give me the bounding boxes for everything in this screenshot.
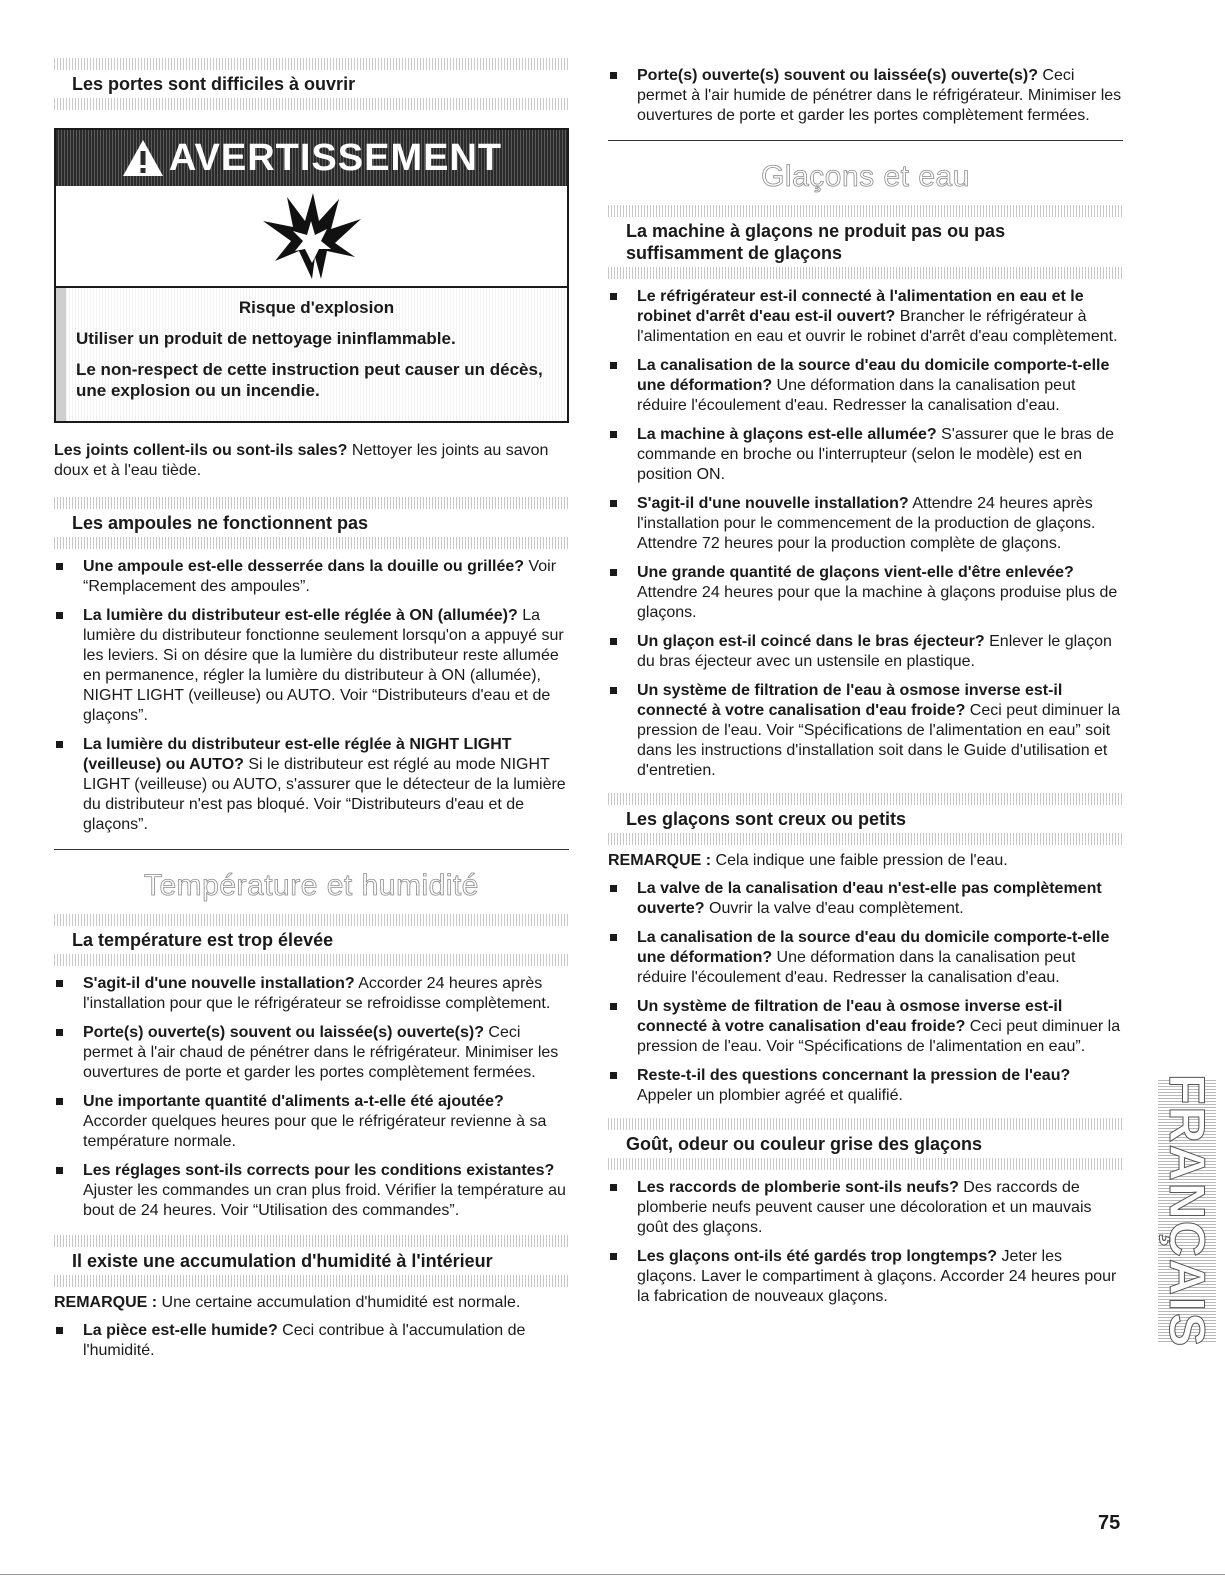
warning-line-1: Utiliser un produit de nettoyage ininflammable. <box>76 329 456 348</box>
divider <box>54 98 569 110</box>
item-question: Une importante quantité d'aliments a-t-elle été ajoutée? <box>83 1093 504 1110</box>
list-item <box>54 974 569 1014</box>
divider <box>608 205 1123 217</box>
warning-box <box>54 128 569 423</box>
section-rule <box>54 849 569 850</box>
hollow-section <box>608 793 1123 845</box>
list-item <box>608 563 1123 623</box>
item-question: Les glaçons ont-ils été gardés trop longtemps? <box>637 1248 998 1265</box>
item-answer: Ceci permet à l'air humide de pénétrer dans le réfrigérateur. Minimiser les ouvertures de porte et garder les portes complètement fermées. <box>637 67 1122 124</box>
item-answer: Ouvrir la valve d'eau complètement. <box>704 900 964 917</box>
list-item <box>608 287 1123 347</box>
item-answer: Une déformation dans la canalisation peut réduire l'écoulement d'eau. Redresser la canalisation d'eau. <box>637 949 1076 986</box>
item-question: Le réfrigérateur est-il connecté à l'alimentation en eau et le robinet d'arrêt d'eau est-il ouvert? <box>637 288 1084 325</box>
divider <box>608 1118 1123 1130</box>
item-question: La lumière du distributeur est-elle réglée à ON (allumée)? <box>83 607 518 624</box>
warning-body <box>56 288 567 421</box>
list-item <box>608 681 1123 781</box>
list-item <box>54 1161 569 1221</box>
list-item <box>608 879 1123 919</box>
item-question: Reste-t-il des questions concernant la pression de l'eau? <box>637 1067 1071 1084</box>
divider <box>608 1158 1123 1170</box>
warning-risk: Risque d'explosion <box>238 298 395 317</box>
note-label: REMARQUE : <box>608 852 712 869</box>
item-question: S'agit-il d'une nouvelle installation? <box>637 495 909 512</box>
list-item <box>608 1066 1123 1106</box>
item-question: Une ampoule est-elle desserrée dans la douille ou grillée? <box>83 558 525 575</box>
temp-list <box>54 974 569 1221</box>
list-item <box>608 356 1123 416</box>
taste-section <box>608 1118 1123 1170</box>
item-answer: Appeler un plombier agréé et qualifié. <box>637 1087 903 1104</box>
ice-section <box>608 205 1123 279</box>
item-answer: Accorder 24 heures après l'installation pour que le réfrigérateur se refroidisse complètement. <box>83 975 551 1012</box>
warning-triangle-icon <box>121 138 165 178</box>
list-item <box>608 1247 1123 1307</box>
taste-list <box>608 1178 1123 1307</box>
item-question: Porte(s) ouverte(s) souvent ou laissée(s) ouverte(s)? <box>83 1024 484 1041</box>
item-answer: Jeter les glaçons. Laver le compartiment à glaçons. Accorder 24 heures pour la fabrication de nouveaux glaçons. <box>637 1248 1117 1305</box>
item-question: La pièce est-elle humide? <box>83 1322 278 1339</box>
divider <box>608 793 1123 805</box>
item-question: Un système de filtration de l'eau à osmose inverse est-il connecté à votre canalisation d'eau froide? <box>637 682 1063 719</box>
explosion-icon <box>257 191 367 281</box>
item-question: La canalisation de la source d'eau du domicile comporte-t-elle une déformation? <box>637 929 1110 966</box>
divider <box>54 537 569 549</box>
list-item <box>608 425 1123 485</box>
item-answer: La lumière du distributeur fonctionne seulement lorsqu'on a appuyé sur les leviers. Si on désire que la lumière du distributeur reste allumée en permanence, régler la lumière du distributeur à ON (allumée), NIGHT LIGHT (veilleuse) ou AUTO. Voir “Distributeurs d'eau et de glaçons”. <box>83 607 564 724</box>
joints-paragraph <box>54 441 569 481</box>
explosion-graphic <box>56 186 567 288</box>
warning-line-2: Le non-respect de cette instruction peut causer un décès, une explosion ou un incendie. <box>76 360 543 400</box>
list-item <box>608 997 1123 1057</box>
temp-heading: La température est trop élevée <box>72 930 334 950</box>
bulbs-section <box>54 497 569 549</box>
item-answer: Enlever le glaçon du bras éjecteur avec un ustensile en plastique. <box>637 633 1112 670</box>
item-answer: Ajuster les commandes un cran plus froid. Vérifier la température au bout de 24 heures. Voir “Utilisation des commandes”. <box>83 1182 566 1219</box>
item-question: La lumière du distributeur est-elle réglée à NIGHT LIGHT (veilleuse) ou AUTO? <box>83 736 512 773</box>
item-question: Un glaçon est-il coincé dans le bras éjecteur? <box>637 633 985 650</box>
item-answer: Des raccords de plomberie neufs peuvent causer une décoloration et un mauvais goût des glaçons. <box>637 1179 1092 1236</box>
item-answer: Attendre 24 heures après l'installation pour le commencement de la production de glaçons. Attendre 72 heures pour la production complète de glaçons. <box>637 495 1096 552</box>
humid-heading: Il existe une accumulation d'humidité à l'intérieur <box>72 1251 493 1271</box>
temperature-title: Température et humidité <box>144 869 479 902</box>
temp-section <box>54 914 569 966</box>
item-question: Un système de filtration de l'eau à osmose inverse est-il connecté à votre canalisation d'eau froide? <box>637 998 1063 1035</box>
list-item <box>54 1092 569 1152</box>
item-answer: Brancher le réfrigérateur à l'alimentation en eau et ouvrir le robinet d'arrêt d'eau complètement. <box>637 308 1118 345</box>
joints-answer: Nettoyer les joints au savon doux et à l'eau tiède. <box>54 442 549 479</box>
list-item <box>608 1178 1123 1238</box>
divider <box>54 497 569 509</box>
bottom-rule <box>0 1574 1225 1575</box>
divider <box>54 914 569 926</box>
list-item <box>54 735 569 835</box>
left-column <box>54 58 569 1370</box>
doors-section <box>54 58 569 110</box>
hollow-heading: Les glaçons sont creux ou petits <box>626 809 907 829</box>
list-item <box>608 928 1123 988</box>
divider <box>54 1275 569 1287</box>
divider <box>54 58 569 70</box>
list-item <box>608 494 1123 554</box>
list-item <box>54 1321 569 1361</box>
divider <box>54 954 569 966</box>
item-question: La canalisation de la source d'eau du domicile comporte-t-elle une déformation? <box>637 357 1110 394</box>
section-rule <box>608 140 1123 141</box>
list-item <box>54 1023 569 1083</box>
taste-heading: Goût, odeur ou couleur grise des glaçons <box>626 1134 983 1154</box>
bulbs-list <box>54 557 569 835</box>
item-answer: Ceci permet à l'air chaud de pénétrer dans le réfrigérateur. Minimiser les ouvertures de porte et garder les portes complètement fermées. <box>83 1024 559 1081</box>
list-item <box>54 606 569 726</box>
item-answer: S'assurer que le bras de commande en broche ou l'interrupteur (selon le modèle) est en position ON. <box>637 426 1115 483</box>
humid-section <box>54 1235 569 1287</box>
item-answer: Attendre 24 heures pour que la machine à glaçons produise plus de glaçons. <box>637 584 1118 621</box>
right-column <box>608 58 1123 1316</box>
doors-heading: Les portes sont difficiles à ouvrir <box>72 74 356 94</box>
item-question: La valve de la canalisation d'eau n'est-elle pas complètement ouverte? <box>637 880 1102 917</box>
joints-question: Les joints collent-ils ou sont-ils sales? <box>54 442 348 459</box>
language-side-tab <box>1158 1073 1216 1349</box>
item-answer: Une déformation dans la canalisation peut réduire l'écoulement d'eau. Redresser la canalisation d'eau. <box>637 377 1076 414</box>
humid-list-continued <box>608 66 1123 126</box>
note-text: Cela indique une faible pression de l'eau. <box>711 852 1008 869</box>
item-answer: Voir “Remplacement des ampoules”. <box>83 558 557 595</box>
note-text: Une certaine accumulation d'humidité est normale. <box>157 1294 521 1311</box>
list-item <box>54 557 569 597</box>
humid-list <box>54 1321 569 1361</box>
item-answer: Ceci contribue à l'accumulation de l'humidité. <box>83 1322 526 1359</box>
humid-note <box>54 1293 569 1313</box>
divider <box>608 267 1123 279</box>
page-number: 75 <box>1098 1512 1121 1534</box>
note-label: REMARQUE : <box>54 1294 158 1311</box>
bulbs-heading: Les ampoules ne fonctionnent pas <box>72 513 369 533</box>
item-question: Porte(s) ouverte(s) souvent ou laissée(s) ouverte(s)? <box>637 67 1038 84</box>
ice-list <box>608 287 1123 781</box>
hollow-list <box>608 879 1123 1106</box>
item-question: Une grande quantité de glaçons vient-elle d'être enlevée? <box>637 564 1074 581</box>
list-item <box>608 66 1123 126</box>
language-label: FRANÇAIS <box>1159 1073 1215 1349</box>
item-answer: Ceci peut diminuer la pression de l'eau. Voir “Spécifications de l'alimentation en eau”. <box>637 1018 1121 1055</box>
item-answer: Si le distributeur est réglé au mode NIGHT LIGHT (veilleuse) ou AUTO, s'assurer que le détecteur de la lumière du distributeur n'est pas bloqué. Voir “Distributeurs d'eau et de glaçons”. <box>83 756 566 833</box>
warning-title-bar <box>56 130 567 186</box>
list-item <box>608 632 1123 672</box>
hollow-note <box>608 851 1123 871</box>
item-question: La machine à glaçons est-elle allumée? <box>637 426 937 443</box>
warning-title: AVERTISSEMENT <box>168 136 503 179</box>
divider <box>54 1235 569 1247</box>
item-question: S'agit-il d'une nouvelle installation? <box>83 975 355 992</box>
item-answer: Accorder quelques heures pour que le réfrigérateur revienne à sa température normale. <box>83 1113 547 1150</box>
ice-water-title: Glaçons et eau <box>761 160 970 193</box>
item-question: Les réglages sont-ils corrects pour les conditions existantes? <box>83 1162 555 1179</box>
divider <box>608 833 1123 845</box>
item-answer: Ceci peut diminuer la pression de l'eau. Voir “Spécifications de l'alimentation en eau” soit dans les instructions d'installation soit dans le Guide d'utilisation et d'entretien. <box>637 702 1121 779</box>
item-question: Les raccords de plomberie sont-ils neufs? <box>637 1179 959 1196</box>
ice-heading: La machine à glaçons ne produit pas ou pas suffisamment de glaçons <box>626 221 1006 263</box>
